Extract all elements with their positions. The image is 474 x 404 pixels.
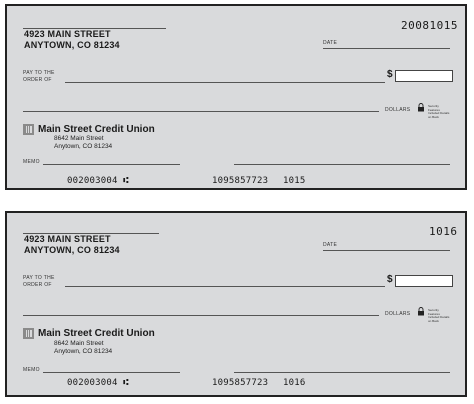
lock-icon — [417, 103, 425, 112]
check-1 — [5, 4, 467, 190]
dollar-sign: $ — [387, 69, 393, 80]
micr-check-number: 1015 — [283, 176, 306, 186]
pay-to-label — [23, 275, 55, 289]
pay-to-label-line1: PAY TO THE — [23, 275, 55, 281]
micr-routing: 002003004 ⑆ — [67, 176, 129, 186]
bank-city: Anytown, CO 81234 — [54, 348, 113, 355]
bank-city: Anytown, CO 81234 — [54, 143, 113, 150]
credit-union-logo-icon — [23, 124, 34, 135]
pay-to-label-line2: ORDER OF — [23, 282, 52, 288]
micr-account: 1095857723 — [212, 176, 269, 186]
dollars-label: DOLLARS — [385, 311, 411, 317]
bank-name: Main Street Credit Union — [38, 328, 155, 339]
dollar-sign: $ — [387, 274, 393, 285]
check-2 — [5, 211, 467, 397]
payer-city: ANYTOWN, CO 81234 — [24, 40, 120, 50]
bank-street: 8642 Main Street — [54, 340, 104, 347]
pay-to-label-line1: PAY TO THE — [23, 70, 55, 76]
check-number: 20081015 — [401, 19, 458, 32]
amount-box[interactable] — [395, 275, 453, 287]
date-line[interactable] — [323, 48, 450, 49]
micr-account: 1095857723 — [212, 378, 269, 388]
payer-rule — [23, 28, 166, 29]
payee-line[interactable] — [65, 286, 385, 287]
security-features-note: Security Features Included Details on Back — [428, 104, 450, 119]
memo-line[interactable] — [43, 164, 180, 165]
security-features-note: Security Features Included Details on Back — [428, 308, 450, 323]
dollars-label: DOLLARS — [385, 107, 411, 113]
payer-street: 4923 MAIN STREET — [24, 234, 111, 244]
memo-label: MEMO — [23, 367, 40, 373]
amount-box[interactable] — [395, 70, 453, 82]
memo-label: MEMO — [23, 159, 40, 165]
micr-routing: 002003004 ⑆ — [67, 378, 129, 388]
micr-check-number: 1016 — [283, 378, 306, 388]
payer-city: ANYTOWN, CO 81234 — [24, 245, 120, 255]
written-amount-line[interactable] — [23, 315, 379, 316]
credit-union-logo-icon — [23, 328, 34, 339]
check-number: 1016 — [429, 225, 458, 238]
lock-icon — [417, 307, 425, 316]
date-line[interactable] — [323, 250, 450, 251]
pay-to-label — [23, 70, 55, 84]
memo-line[interactable] — [43, 372, 180, 373]
bank-name: Main Street Credit Union — [38, 124, 155, 135]
date-label: DATE — [323, 40, 338, 46]
signature-line[interactable] — [234, 372, 450, 373]
date-label: DATE — [323, 242, 338, 248]
payee-line[interactable] — [65, 82, 385, 83]
written-amount-line[interactable] — [23, 111, 379, 112]
payer-rule — [23, 233, 159, 234]
payer-street: 4923 MAIN STREET — [24, 29, 111, 39]
pay-to-label-line2: ORDER OF — [23, 77, 52, 83]
bank-street: 8642 Main Street — [54, 135, 104, 142]
signature-line[interactable] — [234, 164, 450, 165]
